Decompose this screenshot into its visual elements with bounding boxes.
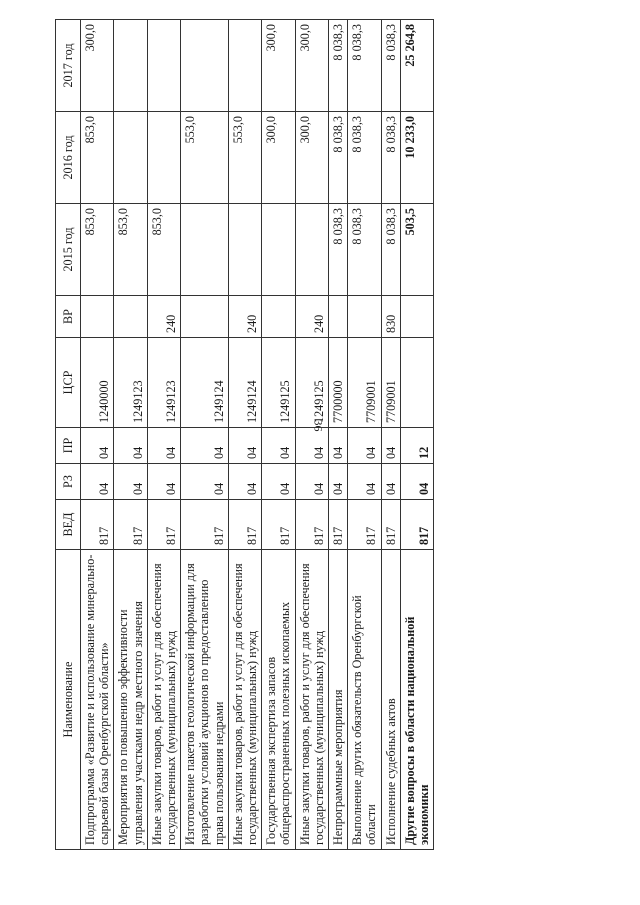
row-vr xyxy=(181,296,229,338)
row-2015: 853,0 xyxy=(114,204,147,296)
header-csr: ЦСР xyxy=(56,338,81,428)
table-row xyxy=(381,20,400,850)
row-2016: 8 038,3 xyxy=(348,112,381,204)
row-2017: 300,0 xyxy=(295,20,328,112)
row-2017: 25 264,8 xyxy=(400,20,433,112)
row-name: Государственная экспертиза запасов общераспространенных полезных ископаемых xyxy=(262,550,295,850)
row-ved: 817 xyxy=(228,500,261,550)
row-csr: 7709001 xyxy=(381,338,400,428)
header-rz: РЗ xyxy=(56,464,81,500)
row-ved: 817 xyxy=(147,500,180,550)
row-rz: 04 xyxy=(181,464,229,500)
row-2015: 8 038,3 xyxy=(348,204,381,296)
row-csr: 1240000 xyxy=(81,338,114,428)
row-ved: 817 xyxy=(400,500,433,550)
row-pr: 04 xyxy=(114,428,147,464)
row-name: Непрограммные мероприятия xyxy=(329,550,348,850)
row-csr: 1249125 xyxy=(295,338,328,428)
row-csr: 1249123 xyxy=(114,338,147,428)
row-pr: 04 xyxy=(348,428,381,464)
row-rz: 04 xyxy=(228,464,261,500)
table-row-total xyxy=(400,20,433,850)
row-ved: 817 xyxy=(181,500,229,550)
row-vr xyxy=(329,296,348,338)
row-2015 xyxy=(295,204,328,296)
row-2017 xyxy=(147,20,180,112)
table-header-row xyxy=(56,20,81,850)
row-2015 xyxy=(181,204,229,296)
row-pr: 04 xyxy=(147,428,180,464)
row-2016: 553,0 xyxy=(181,112,229,204)
row-2016: 10 233,0 xyxy=(400,112,433,204)
row-2017: 8 038,3 xyxy=(329,20,348,112)
row-ved: 817 xyxy=(348,500,381,550)
row-rz: 04 xyxy=(114,464,147,500)
row-2015: 8 038,3 xyxy=(381,204,400,296)
row-vr xyxy=(348,296,381,338)
budget-table xyxy=(55,19,434,850)
row-rz: 04 xyxy=(81,464,114,500)
table-row xyxy=(147,20,180,850)
row-2017: 300,0 xyxy=(262,20,295,112)
table-row xyxy=(348,20,381,850)
row-csr: 7709001 xyxy=(348,338,381,428)
page-number: 36 xyxy=(311,419,326,432)
row-2015 xyxy=(262,204,295,296)
row-2015: 8 038,3 xyxy=(329,204,348,296)
row-vr: 830 xyxy=(381,296,400,338)
row-name: Иные закупки товаров, работ и услуг для обеспечения государственных (муниципальных) нужд xyxy=(295,550,328,850)
row-csr: 1249124 xyxy=(228,338,261,428)
table-row xyxy=(114,20,147,850)
row-vr xyxy=(114,296,147,338)
header-ved: ВЕД xyxy=(56,500,81,550)
row-rz: 04 xyxy=(147,464,180,500)
row-pr: 04 xyxy=(329,428,348,464)
row-2017: 8 038,3 xyxy=(381,20,400,112)
row-name: Подпрограмма «Развитие и использование минерально-сырьевой базы Оренбургской области» xyxy=(81,550,114,850)
row-rz: 04 xyxy=(329,464,348,500)
row-2016: 8 038,3 xyxy=(329,112,348,204)
row-2015: 503,5 xyxy=(400,204,433,296)
row-pr: 04 xyxy=(228,428,261,464)
row-name: Иные закупки товаров, работ и услуг для обеспечения государственных (муниципальных) нужд xyxy=(147,550,180,850)
row-2016: 553,0 xyxy=(228,112,261,204)
row-ved: 817 xyxy=(262,500,295,550)
row-rz: 04 xyxy=(381,464,400,500)
row-pr: 04 xyxy=(181,428,229,464)
row-name: Выполнение других обязательств Оренбургской области xyxy=(348,550,381,850)
row-vr: 240 xyxy=(147,296,180,338)
row-csr: 7700000 xyxy=(329,338,348,428)
row-rz: 04 xyxy=(400,464,433,500)
row-name: Изготовление пакетов геологической информации для разработки условий аукционов по предоставлению права пользования недрами xyxy=(181,550,229,850)
row-2015 xyxy=(228,204,261,296)
row-name: Исполнение судебных актов xyxy=(381,550,400,850)
table-row xyxy=(262,20,295,850)
row-pr: 04 xyxy=(81,428,114,464)
table-row xyxy=(329,20,348,850)
table-row xyxy=(81,20,114,850)
row-vr: 240 xyxy=(295,296,328,338)
row-csr: 1249124 xyxy=(181,338,229,428)
row-pr: 12 xyxy=(400,428,433,464)
row-2015: 853,0 xyxy=(147,204,180,296)
row-2017: 8 038,3 xyxy=(348,20,381,112)
row-vr xyxy=(400,296,433,338)
table-row xyxy=(181,20,229,850)
row-pr: 04 xyxy=(381,428,400,464)
row-ved: 817 xyxy=(381,500,400,550)
row-2017 xyxy=(114,20,147,112)
row-ved: 817 xyxy=(114,500,147,550)
row-2016: 8 038,3 xyxy=(381,112,400,204)
row-vr: 240 xyxy=(228,296,261,338)
row-rz: 04 xyxy=(262,464,295,500)
row-2016 xyxy=(147,112,180,204)
row-ved: 817 xyxy=(81,500,114,550)
row-csr: 1249123 xyxy=(147,338,180,428)
row-2015: 853,0 xyxy=(81,204,114,296)
header-2015: 2015 год xyxy=(56,204,81,296)
row-csr xyxy=(400,338,433,428)
row-2016 xyxy=(114,112,147,204)
header-2017: 2017 год xyxy=(56,20,81,112)
row-2017 xyxy=(228,20,261,112)
header-vr: ВР xyxy=(56,296,81,338)
row-name: Другие вопросы в области национальной экономики xyxy=(400,550,433,850)
row-name: Мероприятия по повышению эффективности управления участками недр местного значения xyxy=(114,550,147,850)
row-vr xyxy=(81,296,114,338)
row-name: Иные закупки товаров, работ и услуг для обеспечения государственных (муниципальных) нужд xyxy=(228,550,261,850)
row-ved: 817 xyxy=(295,500,328,550)
row-pr: 04 xyxy=(295,428,328,464)
row-ved: 817 xyxy=(329,500,348,550)
row-rz: 04 xyxy=(295,464,328,500)
row-2016: 300,0 xyxy=(262,112,295,204)
row-2017: 300,0 xyxy=(81,20,114,112)
row-csr: 1249125 xyxy=(262,338,295,428)
row-2017 xyxy=(181,20,229,112)
row-2016: 300,0 xyxy=(295,112,328,204)
header-2016: 2016 год xyxy=(56,112,81,204)
header-name: Наименование xyxy=(56,550,81,850)
header-pr: ПР xyxy=(56,428,81,464)
rotated-page-content xyxy=(55,20,605,850)
row-pr: 04 xyxy=(262,428,295,464)
row-2016: 853,0 xyxy=(81,112,114,204)
row-rz: 04 xyxy=(348,464,381,500)
table-row xyxy=(228,20,261,850)
table-row xyxy=(295,20,328,850)
row-vr xyxy=(262,296,295,338)
